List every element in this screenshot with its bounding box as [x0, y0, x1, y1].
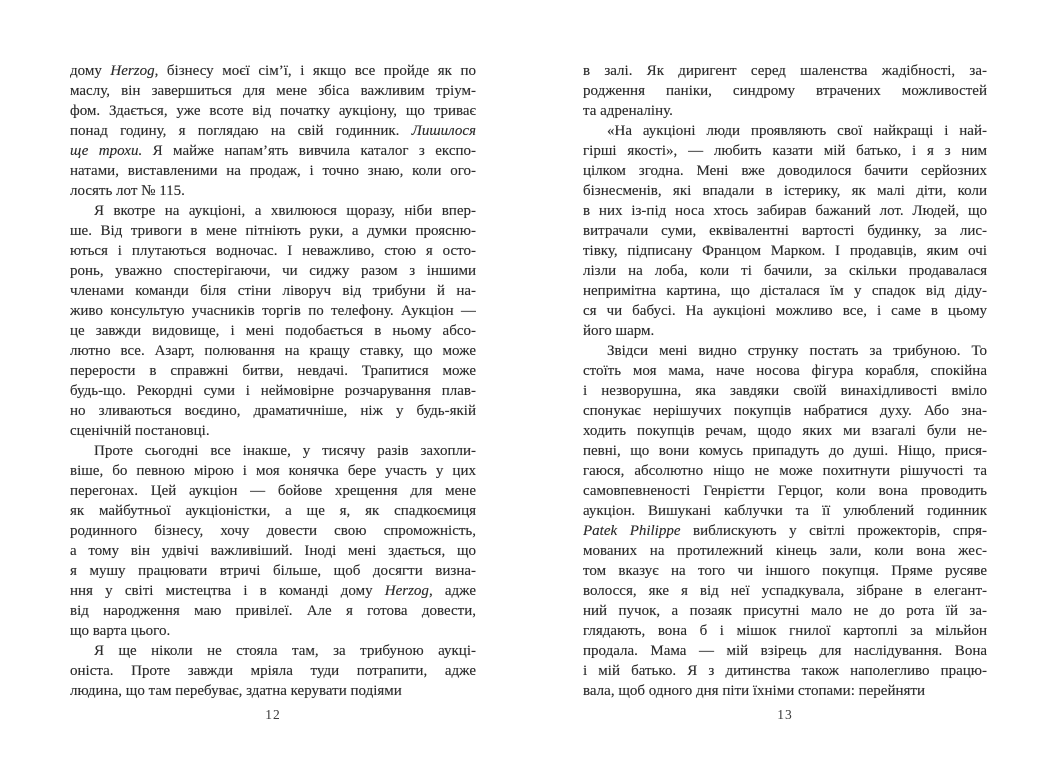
text-line: гаюся, абсолютно ніщо не може похитнути рішучості та — [583, 463, 987, 479]
text-line: но зливаються воєдино, драматичніше, ніж у будь-якій — [70, 403, 476, 419]
text-line: людина, що там перебуває, здатна керувати подіями — [70, 683, 402, 699]
text-line: волосся, яке я від неї успадкувала, зібране в елегант- — [583, 583, 987, 599]
text-line: ся чи бабусі. На аукціоні можливо все, і саме в цьому — [583, 303, 987, 319]
text-line: самовпевненості Генрієтти Герцог, коли вона проводить — [583, 483, 987, 499]
text-line: мованих на протилежний кінець зали, коли вона жес- — [583, 543, 987, 559]
text-line: живо консультую учасників торгів по телефону. Аукціон — — [70, 303, 476, 319]
page-left — [70, 0, 476, 760]
text-line: ще трохи. Я майже напам’ять вивчила каталог з експо- — [70, 143, 476, 159]
text-line: його шарм. — [583, 323, 655, 339]
page-right — [583, 0, 987, 760]
text-line: віше, бо певною мірою і моя конячка бере участь у цих — [70, 463, 476, 479]
text-line: фом. Здається, уже всоте від початку аукціону, що триває — [70, 103, 476, 119]
text-line: лютно все. Азарт, полювання на кращу ставку, що може — [70, 343, 476, 359]
text-line: аукціон. Вишукані каблучки та її улюблений годинник — [583, 503, 987, 519]
text-line: що варта цього. — [70, 623, 171, 639]
text-line: Я ще ніколи не стояла там, за трибуною аукці- — [94, 643, 476, 659]
text-line: це завжди видовище, і мені подобається в ньому абсо- — [70, 323, 476, 339]
text-line: і незворушна, яка завдяки своїй винахідливості вміло — [583, 383, 987, 399]
page-number: 12 — [265, 707, 281, 722]
text-line: понад годину, я поглядаю на свій годинник. Лишилося — [70, 123, 476, 139]
text-line: Я вкотре на аукціоні, а хвилююся щоразу, ніби впер- — [94, 203, 476, 219]
text-line: в залі. Як диригент серед шаленства жадібності, за- — [583, 63, 987, 79]
text-line: ння у світі мистецтва і в команді дому Herzog, адже — [70, 583, 476, 599]
text-line: Patek Philippe виблискують у світлі прожекторів, спря- — [583, 523, 987, 539]
text-line: витрачали суми, еквівалентні вартості будинку, за лис- — [583, 223, 987, 239]
text-line: лізли на лоба, коли ті бачили, за скільки продавалася — [583, 263, 987, 279]
page-number: 13 — [777, 707, 793, 722]
text-line: перерости в справжні битви, невдачі. Трапитися може — [70, 363, 476, 379]
text-line: як майбутньої аукціоністки, а ще я, як спадкоємиця — [70, 503, 476, 519]
page-text — [583, 61, 987, 701]
text-line: від народження маю привілеї. Але я готова довести, — [70, 603, 476, 619]
text-line: «На аукціоні люди проявляють свої найкращі і най- — [607, 123, 987, 139]
text-line: будь-що. Рекордні суми і неймовірне розчарування плав- — [70, 383, 476, 399]
page-text — [70, 61, 476, 701]
text-line: дому Herzog, бізнесу моєї сім’ї, і якщо все пройде як по — [70, 63, 476, 79]
text-line: Проте сьогодні все інакше, у тисячу разів захопли- — [94, 443, 476, 459]
text-line: лосять лот № 115. — [70, 183, 185, 199]
text-line: непримітна картина, що дісталася їм у спадок від діду- — [583, 283, 987, 299]
text-line: а тому він удвічі важливіший. Іноді мені здається, що — [70, 543, 476, 559]
text-line: цілком згодна. Мені вже доводилося бачити серйозних — [583, 163, 987, 179]
text-line: і мій батько. Я з дитинства також наполегливо працю- — [583, 663, 987, 679]
text-line: родження паніки, синдрому втрачених можливостей — [583, 83, 987, 99]
text-line: Звідси мені видно струнку постать за трибуною. То — [607, 343, 987, 359]
text-line: членами команди біля стіни ліворуч від трибуни й на- — [70, 283, 476, 299]
text-line: натами, виставленими на продаж, і точно знаю, коли ого- — [70, 163, 476, 179]
text-line: оніста. Проте завжди мріяла туди потрапити, адже — [70, 663, 476, 679]
text-line: я мушу працювати втричі більше, щоб досягти визна- — [70, 563, 476, 579]
text-line: ються і плутаються водночас. І неважливо, стою я осто- — [70, 243, 476, 259]
text-line: продала. Мама — мій взірець для наслідування. Вона — [583, 643, 987, 659]
text-line: гірші якості», — любить казати мій батько, і я з ним — [583, 143, 987, 159]
text-line: спонукає нерішучих покупців набратися духу. Або зна- — [583, 403, 987, 419]
text-line: глядають, вона б і мішок гнилої картоплі за мільйон — [583, 623, 987, 639]
text-line: ходить покупців речам, щодо яких ми взагалі були не- — [583, 423, 987, 439]
text-line: вала, щоб одного дня піти їхніми стопами: перейняти — [583, 683, 925, 699]
text-line: стоїть моя мама, наче носова фігура корабля, спокійна — [583, 363, 987, 379]
text-line: ний пучок, а позаяк присутні мало не до рота їй за- — [583, 603, 987, 619]
text-line: сценічній постановці. — [70, 423, 210, 439]
text-line: та адреналіну. — [583, 103, 673, 119]
text-line: ронь, уважно спостерігаючи, чи сиджу разом з іншими — [70, 263, 476, 279]
text-line: родинного бізнесу, хочу довести свою спроможність, — [70, 523, 476, 539]
text-line: в них із-під носа хтось забирав бажаний лот. Людей, що — [583, 203, 987, 219]
text-line: перегонах. Цей аукціон — бойове хрещення для мене — [70, 483, 476, 499]
text-line: маслу, він завершиться для мене збіса важливим тріум- — [70, 83, 476, 99]
text-line: том вказує на того чи іншого покупця. Пряме русяве — [583, 563, 987, 579]
text-line: бізнесменів, які впадали в істерику, як малі діти, коли — [583, 183, 987, 199]
text-line: ше. Від тривоги в мене пітніють руки, а думки проясню- — [70, 223, 476, 239]
text-line: тівку, підписану Францом Марком. І продавців, яким очі — [583, 243, 987, 259]
text-line: певні, що вони комусь припадуть до душі. Ніщо, прися- — [583, 443, 987, 459]
